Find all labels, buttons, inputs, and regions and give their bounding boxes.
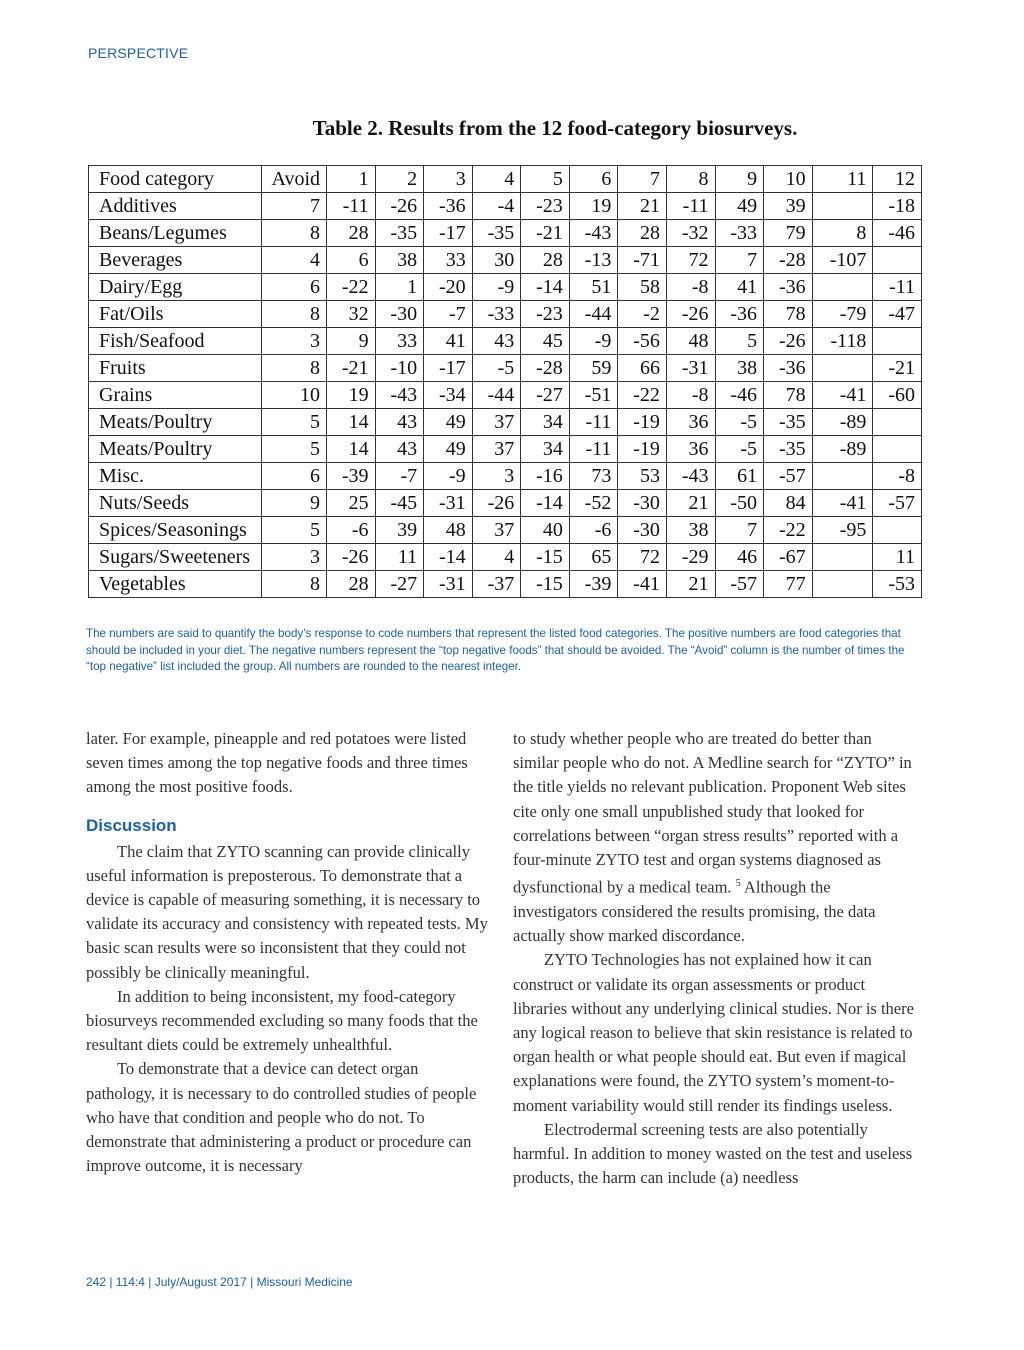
table-cell: 78 [764, 382, 813, 409]
table-cell: -9 [472, 274, 521, 301]
table-cell: 32 [327, 301, 376, 328]
table-cell: 6 [262, 463, 327, 490]
table-row [89, 571, 922, 598]
table-cell: -26 [375, 193, 424, 220]
table-cell: -56 [618, 328, 667, 355]
table-cell: 14 [327, 409, 376, 436]
table-cell: -21 [873, 355, 922, 382]
table-cell: -4 [472, 193, 521, 220]
food-category-cell: Misc. [89, 463, 262, 490]
table-cell: -27 [521, 382, 570, 409]
table-cell: -67 [764, 544, 813, 571]
table-cell: -17 [424, 220, 473, 247]
table-cell: 66 [618, 355, 667, 382]
table-cell: -44 [472, 382, 521, 409]
table-cell: 43 [375, 409, 424, 436]
food-category-cell: Fat/Oils [89, 301, 262, 328]
table-cell: 5 [262, 517, 327, 544]
table-cell: 73 [569, 463, 618, 490]
body-paragraph: In addition to being inconsistent, my food-category biosurveys recommended excluding so many foods that the resultant diets could be extremely unhealthful. [86, 986, 478, 1055]
table-cell: 4 [472, 544, 521, 571]
table-cell [812, 274, 873, 301]
column-header: 10 [764, 166, 813, 193]
food-category-cell: Beans/Legumes [89, 220, 262, 247]
table-cell: -31 [424, 490, 473, 517]
table-cell: -60 [873, 382, 922, 409]
table-cell: -13 [569, 247, 618, 274]
table-cell: 43 [375, 436, 424, 463]
table-cell: -52 [569, 490, 618, 517]
table-cell: -8 [666, 274, 715, 301]
table-cell: -35 [764, 436, 813, 463]
discussion-heading: Discussion [86, 815, 177, 835]
table-cell: -5 [472, 355, 521, 382]
table-row [89, 274, 922, 301]
table-cell: 41 [424, 328, 473, 355]
table-cell: -17 [424, 355, 473, 382]
table-cell: -107 [812, 247, 873, 274]
table-cell: 6 [262, 274, 327, 301]
table-cell: -11 [873, 274, 922, 301]
table-cell: -26 [472, 490, 521, 517]
table-cell: -39 [327, 463, 376, 490]
table-cell: 39 [375, 517, 424, 544]
table-cell: 19 [569, 193, 618, 220]
table-cell: 37 [472, 409, 521, 436]
table-cell: 8 [812, 220, 873, 247]
food-category-cell: Dairy/Egg [89, 274, 262, 301]
table-cell: -28 [764, 247, 813, 274]
table-cell: -23 [521, 193, 570, 220]
table-cell: 5 [262, 436, 327, 463]
body-paragraph: Electrodermal screening tests are also potentially harmful. In addition to money wasted on the test and useless products, the harm can include (a) needless [513, 1119, 913, 1188]
table-row [89, 301, 922, 328]
table-cell [812, 571, 873, 598]
column-header: 5 [521, 166, 570, 193]
table-cell: 19 [327, 382, 376, 409]
table-cell: 21 [666, 571, 715, 598]
table-cell: -41 [812, 382, 873, 409]
table-cell: -57 [764, 463, 813, 490]
table-cell: -43 [375, 382, 424, 409]
table-cell: 8 [262, 571, 327, 598]
table-cell: -22 [618, 382, 667, 409]
table-cell: -9 [424, 463, 473, 490]
table-cell: 45 [521, 328, 570, 355]
table-cell: -71 [618, 247, 667, 274]
page-footer: 242 | 114:4 | July/August 2017 | Missouri Medicine [86, 1275, 353, 1289]
table-cell: 28 [327, 220, 376, 247]
table-cell: 6 [327, 247, 376, 274]
table-cell: -32 [666, 220, 715, 247]
table-cell: -31 [424, 571, 473, 598]
table-cell: 77 [764, 571, 813, 598]
table-cell [812, 463, 873, 490]
table-cell [873, 328, 922, 355]
column-header: Food category [89, 166, 262, 193]
table-cell: -11 [666, 193, 715, 220]
right-column [513, 727, 918, 1190]
table-cell: 59 [569, 355, 618, 382]
table-cell: -7 [424, 301, 473, 328]
column-header: 11 [812, 166, 873, 193]
table-cell: -50 [715, 490, 764, 517]
table-row [89, 220, 922, 247]
table-cell: -7 [375, 463, 424, 490]
table-cell: -8 [666, 382, 715, 409]
food-category-cell: Beverages [89, 247, 262, 274]
results-table [88, 165, 922, 598]
table-cell: -11 [327, 193, 376, 220]
table-cell: -30 [618, 517, 667, 544]
table-cell: 41 [715, 274, 764, 301]
food-category-cell: Meats/Poultry [89, 409, 262, 436]
table-cell: -43 [569, 220, 618, 247]
table-cell: -47 [873, 301, 922, 328]
table-row [89, 409, 922, 436]
table-cell: 79 [764, 220, 813, 247]
table-cell: -36 [764, 274, 813, 301]
food-category-cell: Fruits [89, 355, 262, 382]
table-cell [873, 247, 922, 274]
column-header: 12 [873, 166, 922, 193]
table-row [89, 517, 922, 544]
table-cell: 11 [873, 544, 922, 571]
table-cell: 33 [375, 328, 424, 355]
table-cell: 58 [618, 274, 667, 301]
table-cell [812, 544, 873, 571]
reference-number: 5 [735, 878, 741, 890]
table-cell: 49 [424, 436, 473, 463]
body-text: Although the investigators considered the results promising, the data actually show marked discordance. [513, 877, 876, 946]
food-category-cell: Fish/Seafood [89, 328, 262, 355]
table-cell: -46 [715, 382, 764, 409]
table-row [89, 247, 922, 274]
table-title: Table 2. Results from the 12 food-category biosurveys. [312, 116, 798, 140]
table-cell: 78 [764, 301, 813, 328]
table-cell: -45 [375, 490, 424, 517]
table-cell: -34 [424, 382, 473, 409]
table-cell: 5 [715, 328, 764, 355]
column-header: 8 [666, 166, 715, 193]
table-cell: 7 [262, 193, 327, 220]
table-cell: -14 [424, 544, 473, 571]
table-cell: -26 [666, 301, 715, 328]
table-cell: -20 [424, 274, 473, 301]
table-cell: -19 [618, 409, 667, 436]
column-header: 9 [715, 166, 764, 193]
table-row [89, 544, 922, 571]
table-caption: The numbers are said to quantify the body’s response to code numbers that represent the listed food categories. The positive numbers are food categories that should be included in your diet. The negative numbers represent the “top negative foods” that should be avoided. The “Avoid” column is the number of times the “top negative” list included the group. All numbers are rounded to the nearest integer. [86, 627, 905, 673]
table-cell: 38 [666, 517, 715, 544]
table-cell: 11 [375, 544, 424, 571]
table-cell: -57 [715, 571, 764, 598]
table-cell: 28 [327, 571, 376, 598]
table-cell: -35 [764, 409, 813, 436]
table-cell: 10 [262, 382, 327, 409]
table-cell: -30 [375, 301, 424, 328]
table-cell: 39 [764, 193, 813, 220]
table-cell: 37 [472, 436, 521, 463]
table-cell: 34 [521, 409, 570, 436]
table-cell: -29 [666, 544, 715, 571]
table-cell: -14 [521, 490, 570, 517]
table-cell: 72 [618, 544, 667, 571]
column-header: 2 [375, 166, 424, 193]
table-cell [873, 409, 922, 436]
table-cell [873, 436, 922, 463]
intro-paragraph: later. For example, pineapple and red potatoes were listed seven times among the top negative foods and three times among the most positive foods. [86, 729, 468, 797]
table-cell: -16 [521, 463, 570, 490]
table-cell: 46 [715, 544, 764, 571]
table-cell: 3 [472, 463, 521, 490]
table-cell: 30 [472, 247, 521, 274]
body-paragraph: ZYTO Technologies has not explained how it can construct or validate its organ assessments or product libraries without any underlying clinical studies. Nor is there any logical reason to believe that skin resistance is related to organ health or what people should eat. But even if magical explanations were found, the ZYTO system’s moment-to-moment variability would still render its findings useless. [513, 950, 914, 1115]
table-cell: 51 [569, 274, 618, 301]
table-cell: -26 [327, 544, 376, 571]
table-cell: -53 [873, 571, 922, 598]
table-cell: 1 [375, 274, 424, 301]
table-cell: 7 [715, 247, 764, 274]
table-cell: -11 [569, 409, 618, 436]
table-cell: -28 [521, 355, 570, 382]
table-cell: -33 [472, 301, 521, 328]
food-category-cell: Nuts/Seeds [89, 490, 262, 517]
table-cell: 36 [666, 409, 715, 436]
table-cell: 25 [327, 490, 376, 517]
table-cell: -41 [812, 490, 873, 517]
table-cell: -95 [812, 517, 873, 544]
table-cell: -35 [375, 220, 424, 247]
table-row [89, 436, 922, 463]
table-cell: 48 [666, 328, 715, 355]
table-cell: 21 [618, 193, 667, 220]
body-paragraph: The claim that ZYTO scanning can provide clinically useful information is preposterous. To demonstrate that a device is capable of measuring something, it is necessary to validate its accuracy and consistency with repeated tests. My basic scan results were so inconsistent that they could not possibly be clinically meaningful. [86, 841, 488, 982]
table-cell: -44 [569, 301, 618, 328]
food-category-cell: Sugars/Sweeteners [89, 544, 262, 571]
column-header: 3 [424, 166, 473, 193]
table-cell: 3 [262, 328, 327, 355]
body-text: to study whether people who are treated do better than similar people who do not. A Medline search for “ZYTO” in the title yields no relevant publication. Proponent Web sites cite only one small unpublished study that looked for correlations between “organ stress results” reported with a four-minute ZYTO test and organ systems diagnosed as dysfunctional by a medical team. [513, 729, 912, 897]
table-cell: 4 [262, 247, 327, 274]
table-cell: 8 [262, 301, 327, 328]
table-cell: 53 [618, 463, 667, 490]
table-cell: -30 [618, 490, 667, 517]
table-cell: -26 [764, 328, 813, 355]
body-paragraph: To demonstrate that a device can detect organ pathology, it is necessary to do controlled studies of people who have that condition and people who do not. To demonstrate that administering a product or procedure can improve outcome, it is necessary [86, 1059, 477, 1176]
table-cell: 28 [521, 247, 570, 274]
food-category-cell: Meats/Poultry [89, 436, 262, 463]
table-cell: -118 [812, 328, 873, 355]
table-cell: 34 [521, 436, 570, 463]
table-cell: -15 [521, 544, 570, 571]
table-cell: -36 [764, 355, 813, 382]
food-category-cell: Spices/Seasonings [89, 517, 262, 544]
table-cell: -36 [715, 301, 764, 328]
column-header: 4 [472, 166, 521, 193]
table-cell: -39 [569, 571, 618, 598]
table-cell: 28 [618, 220, 667, 247]
table-cell: -2 [618, 301, 667, 328]
table-header-row [89, 166, 922, 193]
table-cell: 9 [262, 490, 327, 517]
table-cell: -22 [764, 517, 813, 544]
table-cell [873, 517, 922, 544]
table-cell: 65 [569, 544, 618, 571]
table-cell: -11 [569, 436, 618, 463]
table-cell: 38 [715, 355, 764, 382]
table-cell: 7 [715, 517, 764, 544]
table-cell: 9 [327, 328, 376, 355]
column-header: 1 [327, 166, 376, 193]
table-cell: -9 [569, 328, 618, 355]
table-cell: -6 [327, 517, 376, 544]
food-category-cell: Grains [89, 382, 262, 409]
table-cell: -27 [375, 571, 424, 598]
table-cell: -41 [618, 571, 667, 598]
table-cell: 14 [327, 436, 376, 463]
table-cell: -31 [666, 355, 715, 382]
table-cell: 48 [424, 517, 473, 544]
table-cell: 33 [424, 247, 473, 274]
table-cell: 49 [715, 193, 764, 220]
left-column [86, 727, 491, 1178]
table-cell: -21 [521, 220, 570, 247]
table-cell: -79 [812, 301, 873, 328]
table-cell: -10 [375, 355, 424, 382]
table-cell: 38 [375, 247, 424, 274]
table-cell: 49 [424, 409, 473, 436]
table-cell: 21 [666, 490, 715, 517]
table-cell: 84 [764, 490, 813, 517]
table-cell: -51 [569, 382, 618, 409]
body-paragraph [513, 727, 918, 948]
table-cell: -6 [569, 517, 618, 544]
table-cell: -46 [873, 220, 922, 247]
table-cell [812, 355, 873, 382]
table-row [89, 463, 922, 490]
table-row [89, 328, 922, 355]
table-cell: -19 [618, 436, 667, 463]
table-cell [812, 193, 873, 220]
table-row [89, 193, 922, 220]
table-cell: -37 [472, 571, 521, 598]
table-cell: -89 [812, 409, 873, 436]
table-cell: 5 [262, 409, 327, 436]
table-cell: 36 [666, 436, 715, 463]
food-category-cell: Additives [89, 193, 262, 220]
table-cell: -8 [873, 463, 922, 490]
table-cell: -22 [327, 274, 376, 301]
table-cell: 8 [262, 220, 327, 247]
table-cell: -57 [873, 490, 922, 517]
table-cell: 3 [262, 544, 327, 571]
table-cell: -23 [521, 301, 570, 328]
table-row [89, 382, 922, 409]
column-header: Avoid [262, 166, 327, 193]
table-cell: -5 [715, 409, 764, 436]
table-cell: -14 [521, 274, 570, 301]
table-cell: -5 [715, 436, 764, 463]
table-cell: 8 [262, 355, 327, 382]
table-cell: -36 [424, 193, 473, 220]
table-cell: -15 [521, 571, 570, 598]
table-cell: -21 [327, 355, 376, 382]
table-row [89, 355, 922, 382]
table-cell: -18 [873, 193, 922, 220]
section-label: PERSPECTIVE [88, 45, 189, 61]
table-cell: 43 [472, 328, 521, 355]
table-cell: -33 [715, 220, 764, 247]
table-cell: -35 [472, 220, 521, 247]
table-cell: 61 [715, 463, 764, 490]
table-cell: 37 [472, 517, 521, 544]
table-cell: 40 [521, 517, 570, 544]
food-category-cell: Vegetables [89, 571, 262, 598]
table-cell: 72 [666, 247, 715, 274]
table-row [89, 490, 922, 517]
table-cell: -43 [666, 463, 715, 490]
column-header: 7 [618, 166, 667, 193]
table-cell: -89 [812, 436, 873, 463]
column-header: 6 [569, 166, 618, 193]
